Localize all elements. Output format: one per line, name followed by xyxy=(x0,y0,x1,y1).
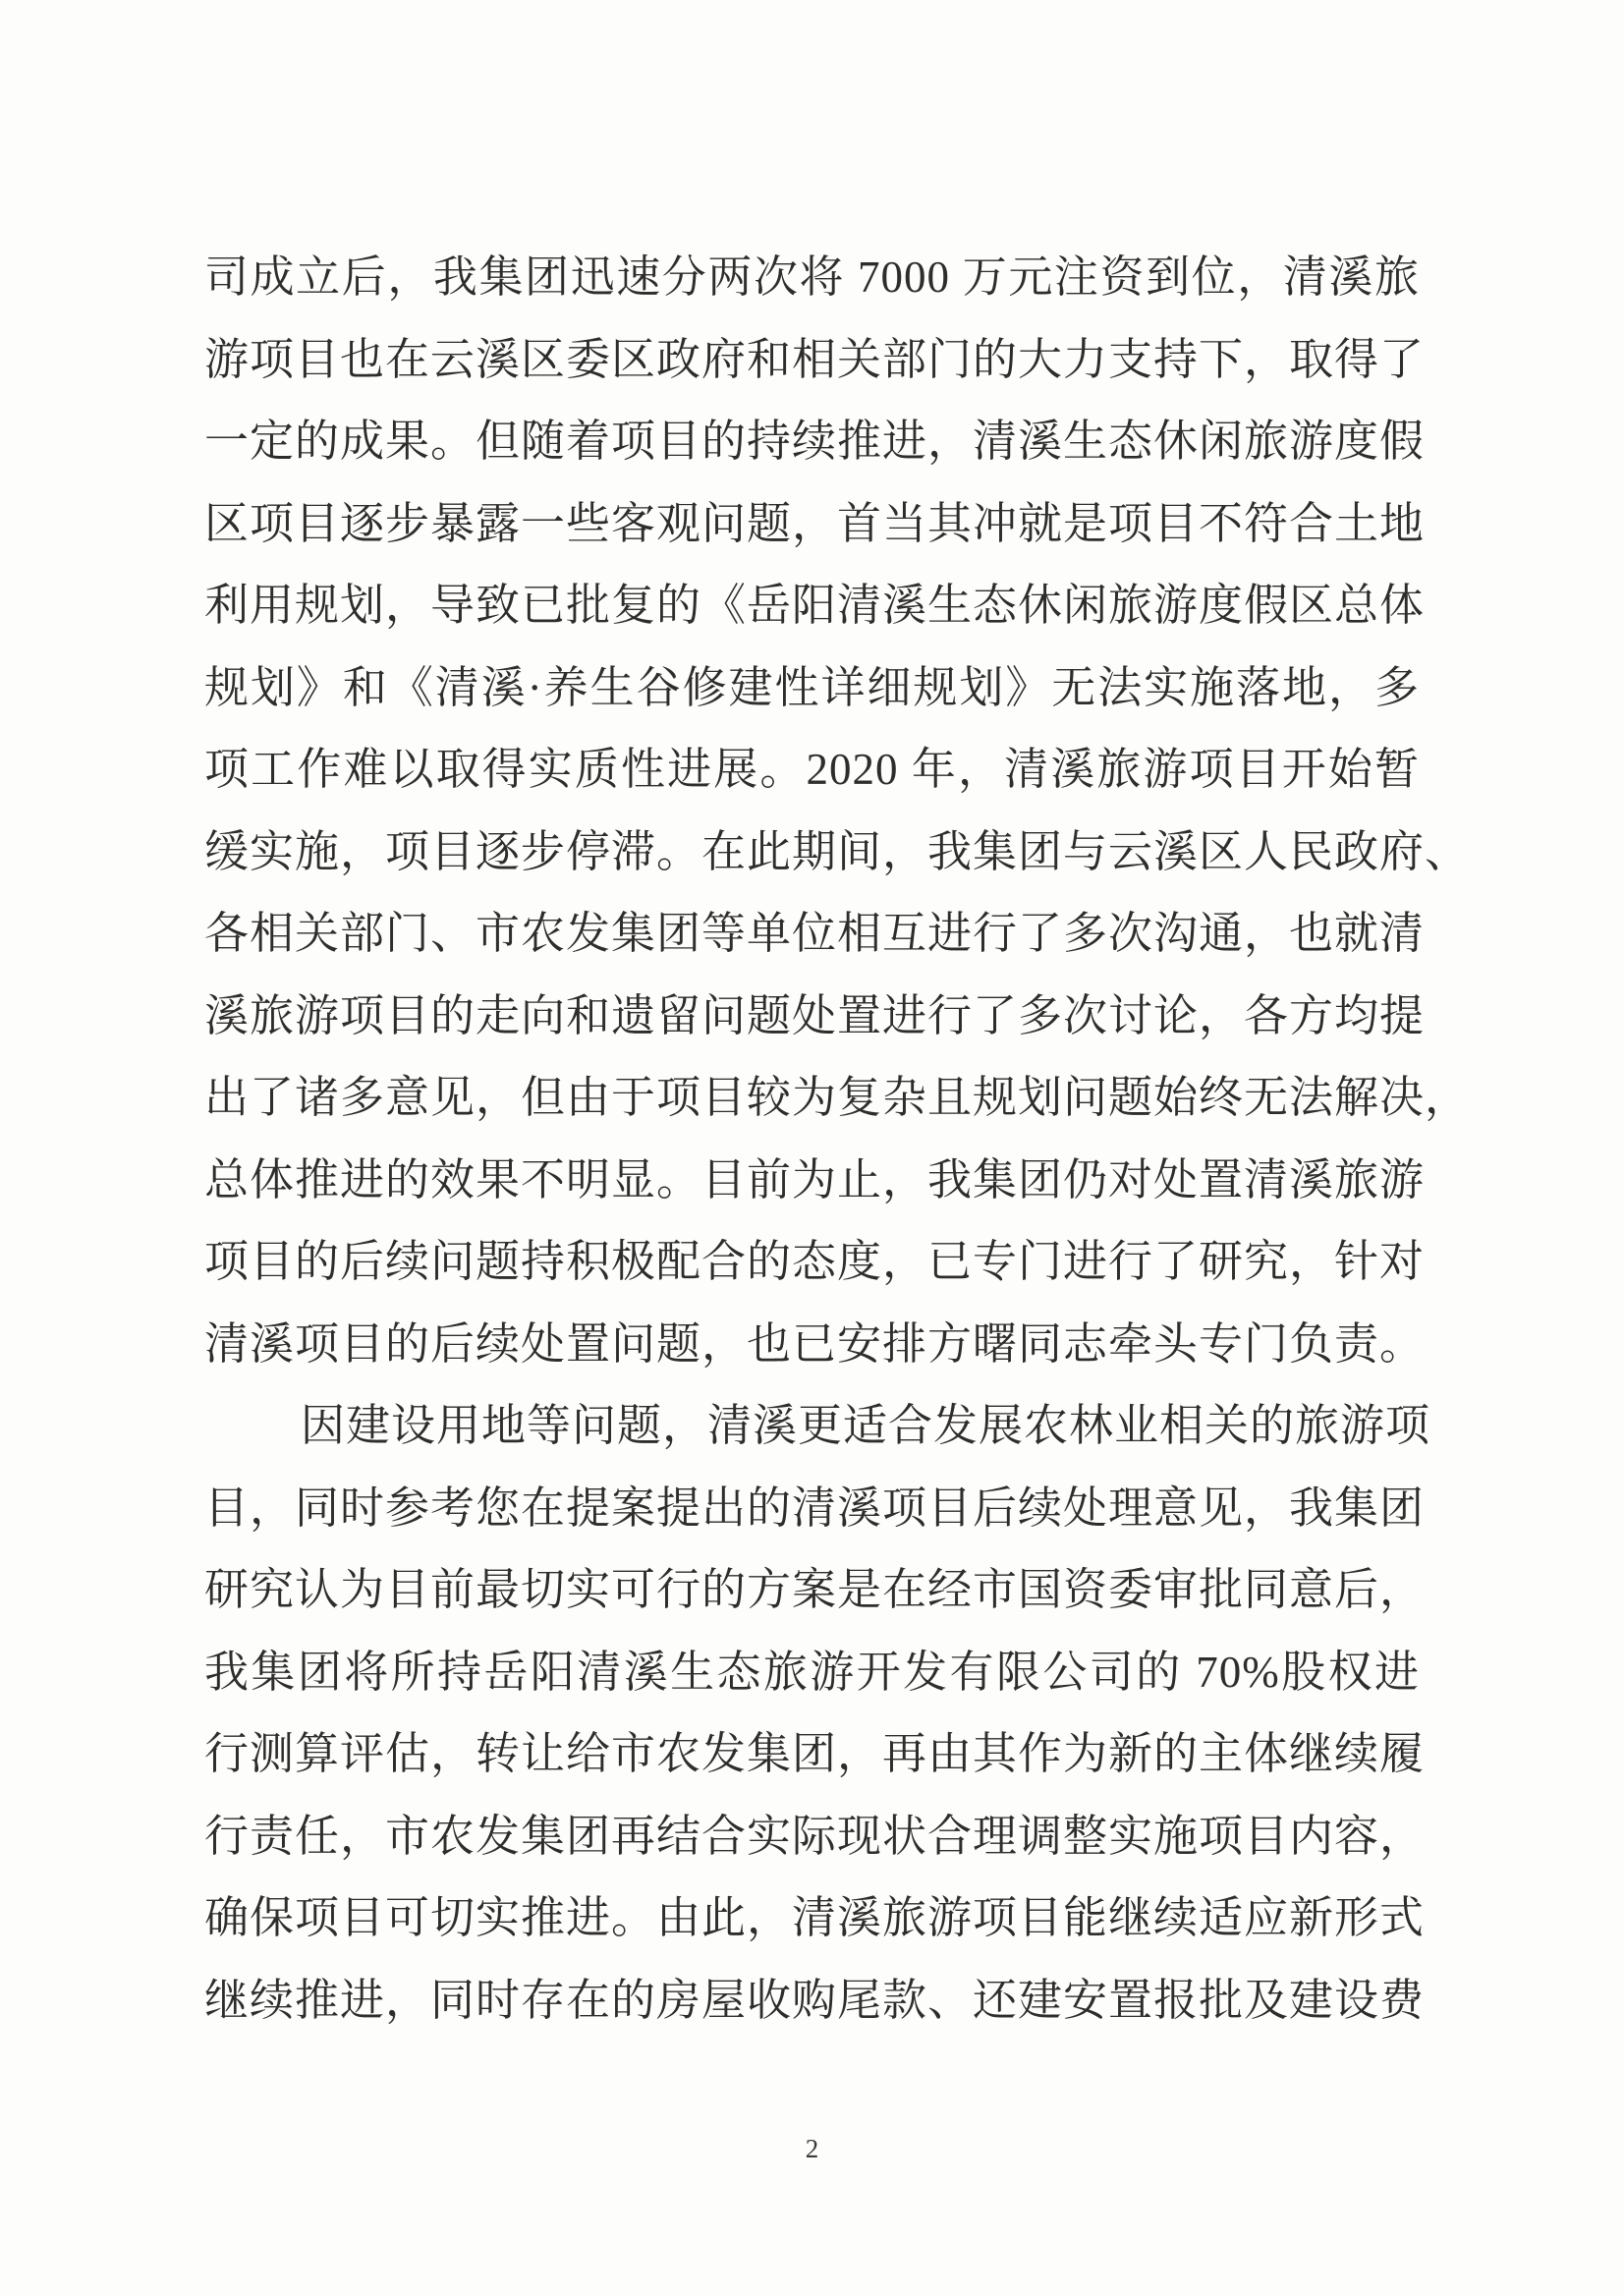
text-line: 行测算评估，转让给市农发集团，再由其作为新的主体继续履 xyxy=(204,1729,1426,1778)
text-line: 利用规划，导致已批复的《岳阳清溪生态休闲旅游度假区总体 xyxy=(204,581,1426,630)
text-line: 溪旅游项目的走向和遗留问题处置进行了多次讨论，各方均提 xyxy=(204,990,1426,1040)
text-line: 行责任，市农发集团再结合实际现状合理调整实施项目内容， xyxy=(204,1811,1426,1861)
document-body-text xyxy=(204,237,1471,2042)
text-line: 项工作难以取得实质性进展。2020 年，清溪旅游项目开始暂 xyxy=(204,745,1420,794)
text-line: 研究认为目前最切实可行的方案是在经市国资委审批同意后， xyxy=(204,1565,1426,1614)
text-line: 规划》和《清溪·养生谷修建性详细规划》无法实施落地，多 xyxy=(204,662,1420,712)
text-line: 总体推进的效果不明显。目前为止，我集团仍对处置清溪旅游 xyxy=(204,1154,1426,1204)
text-line: 项目的后续问题持积极配合的态度，已专门进行了研究，针对 xyxy=(204,1237,1426,1286)
paragraph-2 xyxy=(204,1385,1431,2042)
text-line: 因建设用地等问题，清溪更适合发展农林业相关的旅游项 xyxy=(301,1401,1431,1450)
text-line: 游项目也在云溪区委区政府和相关部门的大力支持下，取得了 xyxy=(204,334,1426,384)
text-line: 各相关部门、市农发集团等单位相互进行了多次沟通，也就清 xyxy=(204,909,1426,958)
text-line: 出了诸多意见，但由于项目较为复杂且规划问题始终无法解决， xyxy=(204,1073,1471,1122)
text-line: 继续推进，同时存在的房屋收购尾款、还建安置报批及建设费 xyxy=(204,1975,1426,2025)
text-line: 目，同时参考您在提案提出的清溪项目后续处理意见，我集团 xyxy=(204,1483,1426,1533)
text-line: 确保项目可切实推进。由此，清溪旅游项目能继续适应新形式 xyxy=(204,1893,1426,1942)
text-line: 清溪项目的后续处置问题，也已安排方曙同志牵头专门负责。 xyxy=(204,1318,1426,1369)
text-line: 我集团将所持岳阳清溪生态旅游开发有限公司的 70%股权进 xyxy=(204,1647,1420,1697)
text-line: 缓实施，项目逐步停滞。在此期间，我集团与云溪区人民政府、 xyxy=(204,826,1471,876)
text-line: 司成立后，我集团迅速分两次将 7000 万元注资到位，清溪旅 xyxy=(204,252,1420,302)
page-number: 2 xyxy=(805,2134,819,2163)
paragraph-1 xyxy=(204,237,1471,1385)
text-line: 一定的成果。但随着项目的持续推进，清溪生态休闲旅游度假 xyxy=(204,417,1426,466)
text-line: 区项目逐步暴露一些客观问题，首当其冲就是项目不符合土地 xyxy=(204,498,1426,548)
